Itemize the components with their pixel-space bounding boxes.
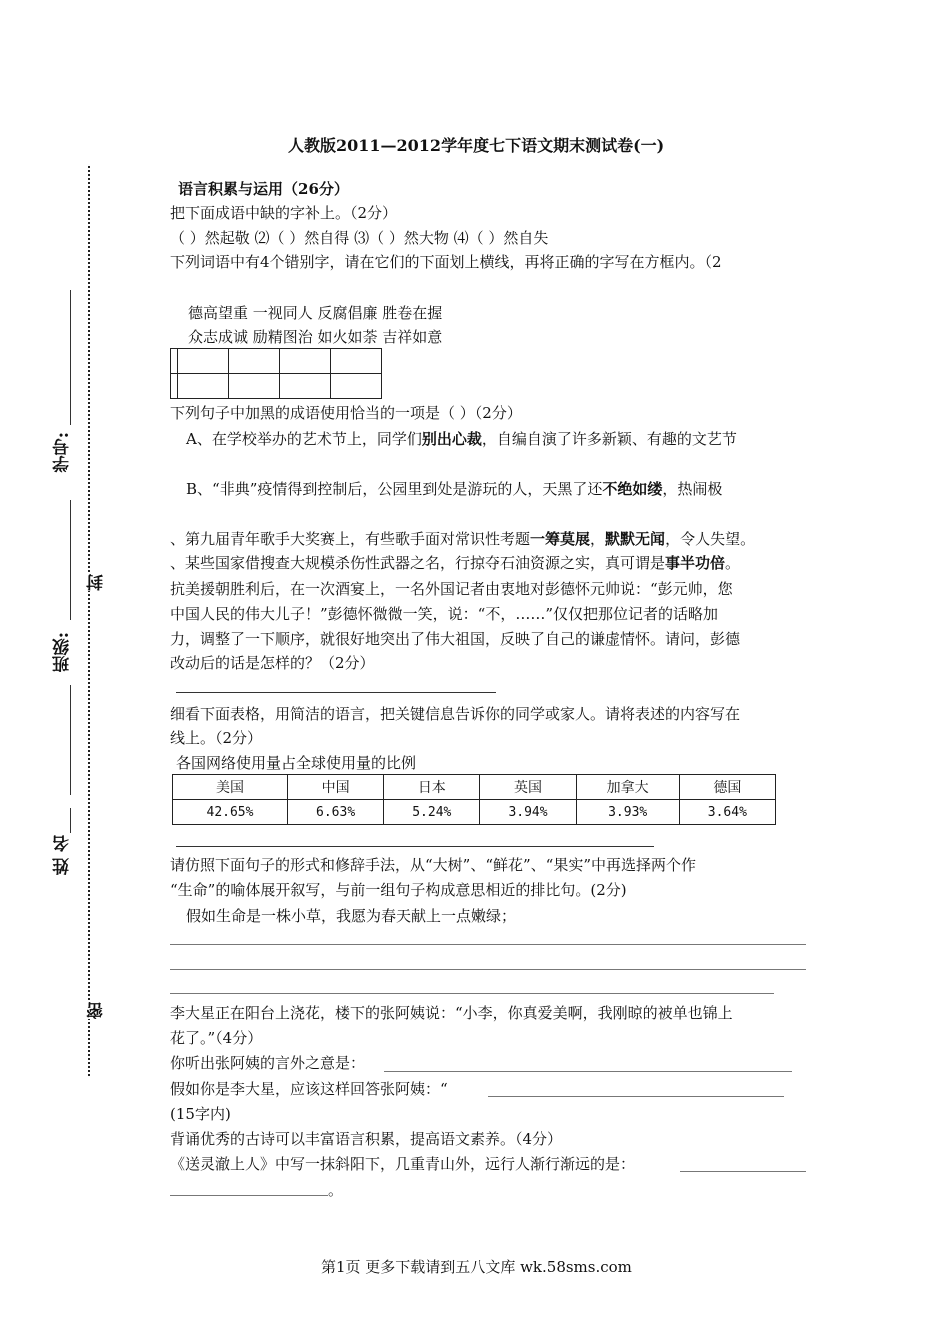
- binding-dotted-line: [88, 166, 90, 1076]
- q6-answer-line-1[interactable]: [170, 944, 806, 945]
- q4-answer-line[interactable]: [176, 692, 496, 693]
- table-header-cell: 加拿大: [576, 775, 679, 800]
- class-label: 班级:: [53, 632, 73, 673]
- seal-mark-feng: 封: [84, 574, 109, 591]
- table-cell: 3.64%: [679, 800, 775, 825]
- bold-idiom: 别出心裁: [421, 430, 482, 448]
- id-blank-line: [70, 290, 71, 425]
- table-header-cell: 德国: [679, 775, 775, 800]
- table-row: [173, 800, 776, 825]
- table-header-row: [173, 775, 776, 800]
- q8-prompt: 背诵优秀的古诗可以丰富语言积累，提高语文素养。（4分）: [170, 1130, 563, 1148]
- q3-option-b: B、“非典”疫情得到控制后，公园里到处是游玩的人，天黑了还不绝如缕，热闹极: [186, 480, 723, 498]
- section-heading: 语言积累与运用（26分）: [178, 180, 349, 198]
- q6-line2: “生命”的喻体展开叙写，与前一组句子构成意思相近的排比句。(2分): [170, 881, 627, 899]
- table-cell: 5.24%: [384, 800, 480, 825]
- bold-idiom: 不绝如缕: [602, 480, 663, 498]
- bold-idiom: 一筹莫展: [530, 530, 591, 548]
- q3-option-c: 、第九届青年歌手大奖赛上，有些歌手面对常识性考题一筹莫展，默默无闻，令人失望。: [170, 530, 756, 548]
- q7-sub3: (15字内): [170, 1105, 231, 1123]
- q8-end: 。: [328, 1181, 344, 1199]
- q7-answer-line-1[interactable]: [384, 1071, 792, 1072]
- class-blank-line: [70, 500, 71, 620]
- usage-table: [172, 774, 776, 825]
- class-blank-line-2: [70, 685, 71, 795]
- q7-sub1: 你听出张阿姨的言外之意是：: [170, 1054, 366, 1072]
- q5-table-caption: 各国网络使用量占全球使用量的比例: [176, 754, 417, 772]
- q2-prompt: 下列词语中有4个错别字，请在它们的下面划上横线，再将正确的字写在方框内。（2: [170, 253, 722, 271]
- q3-prompt: 下列句子中加黑的成语使用恰当的一项是（ ）（2分）: [170, 404, 522, 422]
- q1-prompt: 把下面成语中缺的字补上。（2分）: [170, 204, 398, 222]
- table-cell: 42.65%: [173, 800, 288, 825]
- table-cell: 6.63%: [287, 800, 383, 825]
- q3-option-d: 、某些国家借搜查大规模杀伤性武器之名，行掠夺石油资源之实，真可谓是事半功倍。: [170, 554, 741, 572]
- q5-line1: 细看下面表格，用简洁的语言，把关键信息告诉你的同学或家人。请将表述的内容写在: [170, 705, 741, 723]
- q7-answer-line-2[interactable]: [488, 1096, 784, 1097]
- table-header-cell: 日本: [384, 775, 480, 800]
- bold-idiom: 默默无闻: [605, 530, 666, 548]
- name-blank-line: [70, 808, 71, 833]
- q3-option-a: A、在学校举办的艺术节上，同学们别出心裁，自编自演了许多新颖、有趣的文艺节: [186, 430, 737, 448]
- q8-answer-line-2[interactable]: [170, 1195, 328, 1196]
- table-cell: 3.93%: [576, 800, 679, 825]
- q5-answer-line[interactable]: [176, 846, 654, 847]
- table-header-cell: 中国: [287, 775, 383, 800]
- q2-words-line2: 众志成诚 励精图治 如火如荼 吉祥如意: [188, 328, 443, 346]
- q7-sub2: 假如你是李大星，应该这样回答张阿姨：“: [170, 1080, 448, 1098]
- table-header-cell: 英国: [480, 775, 576, 800]
- q1-items: （ ）然起敬 ⑵（ ）然自得 ⑶（ ）然大物 ⑷（ ）然自失: [170, 229, 549, 247]
- q6-answer-line-3[interactable]: [170, 993, 774, 994]
- q6-line1: 请仿照下面句子的形式和修辞手法，从“大树”、“鲜花”、“果实”中再选择两个作: [170, 856, 697, 874]
- page-title: 人教版2011—2012学年度七下语文期末测试卷(一): [288, 136, 665, 155]
- q4-line3: 力，调整了一下顺序，就很好地突出了伟大祖国，反映了自己的谦虚情怀。请问，彭德: [170, 630, 741, 648]
- table-cell: 3.94%: [480, 800, 576, 825]
- q8-answer-line-1[interactable]: [680, 1171, 806, 1172]
- q2-words-line1: 德高望重 一视同人 反腐倡廉 胜卷在握: [188, 304, 443, 322]
- q6-answer-line-2[interactable]: [170, 969, 806, 970]
- q6-example: 假如生命是一株小草，我愿为春天献上一点嫩绿；: [186, 907, 517, 925]
- id-label: 学号:: [53, 432, 73, 473]
- table-header-cell: 美国: [173, 775, 288, 800]
- name-label: 姓 名: [53, 835, 73, 875]
- q8-line1: 《送灵澈上人》中写一抹斜阳下，几重青山外，远行人渐行渐远的是：: [170, 1155, 636, 1173]
- q4-line2: 中国人民的伟大儿子！”彭德怀微微一笑，说：“不，……”仅仅把那位记者的话略加: [170, 605, 719, 623]
- answer-box-grid[interactable]: [170, 348, 382, 399]
- q4-line4: 改动后的话是怎样的？（2分）: [170, 654, 375, 672]
- q7-line2: 花了。”（4分）: [170, 1029, 263, 1047]
- q7-line1: 李大星正在阳台上浇花，楼下的张阿姨说：“小李，你真爱美啊，我刚晾的被单也锦上: [170, 1004, 733, 1022]
- q5-line2: 线上。（2分）: [170, 729, 263, 747]
- q4-line1: 抗美援朝胜利后，在一次酒宴上，一名外国记者由衷地对彭德怀元帅说：“彭元帅，您: [170, 580, 733, 598]
- page-footer: 第1页 更多下载请到五八文库 wk.58sms.com: [321, 1258, 632, 1276]
- seal-mark-mi: 密: [84, 1002, 109, 1019]
- bold-idiom: 事半功倍: [665, 554, 726, 572]
